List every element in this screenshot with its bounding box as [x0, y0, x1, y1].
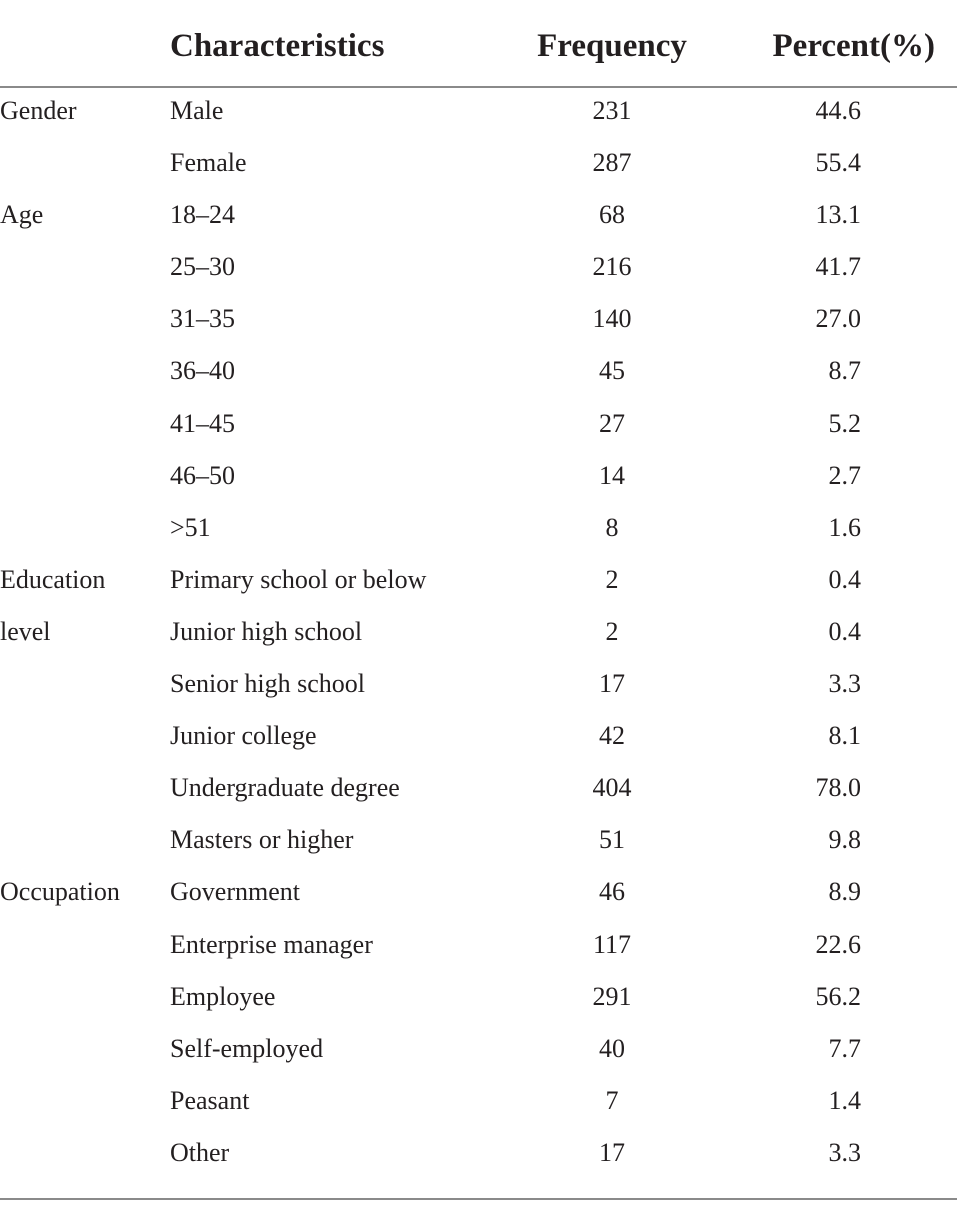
row-characteristic: Senior high school — [170, 669, 365, 699]
table-row — [0, 814, 957, 866]
row-percent: 1.4 — [828, 1085, 861, 1115]
row-frequency: 7 — [605, 1085, 619, 1115]
table-body — [0, 85, 957, 1179]
row-characteristic: 36–40 — [170, 356, 235, 386]
row-characteristic: 25–30 — [170, 252, 235, 282]
table-row — [0, 345, 957, 397]
row-frequency: 8 — [605, 512, 619, 542]
row-characteristic: Undergraduate degree — [170, 773, 400, 803]
row-percent: 27.0 — [815, 304, 861, 334]
table-row — [0, 1023, 957, 1075]
row-frequency: 2 — [605, 564, 619, 594]
row-group-label: Gender — [0, 96, 77, 125]
row-characteristic: >51 — [170, 512, 211, 542]
row-characteristic: Employee — [170, 981, 276, 1011]
row-frequency: 40 — [599, 1033, 625, 1063]
row-frequency: 2 — [605, 616, 619, 646]
row-characteristic: Female — [170, 148, 247, 178]
row-frequency: 51 — [599, 825, 625, 855]
table-row — [0, 241, 957, 293]
row-characteristic: 46–50 — [170, 460, 235, 490]
row-frequency: 291 — [592, 981, 632, 1011]
table-row — [0, 137, 957, 189]
row-frequency: 46 — [599, 877, 625, 907]
row-percent: 22.6 — [815, 929, 861, 959]
table-row — [0, 1075, 957, 1127]
row-percent: 7.7 — [828, 1033, 861, 1063]
row-frequency: 45 — [599, 356, 625, 386]
row-percent: 2.7 — [828, 460, 861, 490]
row-frequency: 17 — [599, 669, 625, 699]
row-frequency: 231 — [592, 96, 632, 125]
header-characteristics: Characteristics — [170, 28, 385, 64]
row-characteristic: Government — [170, 877, 300, 907]
row-group-label: Age — [0, 200, 44, 230]
table-row — [0, 189, 957, 241]
row-frequency: 68 — [599, 200, 625, 230]
row-percent: 1.6 — [828, 512, 861, 542]
table-row — [0, 658, 957, 710]
row-percent: 0.4 — [828, 564, 861, 594]
table-row — [0, 710, 957, 762]
row-characteristic: 18–24 — [170, 200, 235, 230]
row-percent: 41.7 — [815, 252, 861, 282]
table-row — [0, 554, 957, 606]
row-characteristic: Junior college — [170, 721, 317, 751]
row-frequency: 404 — [592, 773, 632, 803]
table-row — [0, 919, 957, 971]
row-characteristic: Other — [170, 1137, 230, 1167]
header-percent: Percent(%) — [772, 28, 935, 64]
row-frequency: 287 — [592, 148, 632, 178]
row-group-label: Occupation — [0, 877, 120, 907]
row-characteristic: Male — [170, 96, 224, 125]
table-row — [0, 606, 957, 658]
row-percent: 78.0 — [815, 773, 861, 803]
table-row — [0, 502, 957, 554]
row-percent: 5.2 — [828, 408, 861, 438]
row-frequency: 17 — [599, 1137, 625, 1167]
table-row — [0, 85, 957, 137]
table-row — [0, 866, 957, 918]
row-characteristic: Peasant — [170, 1085, 250, 1115]
row-percent: 3.3 — [828, 1137, 861, 1167]
row-frequency: 140 — [592, 304, 632, 334]
row-frequency: 14 — [599, 460, 625, 490]
table-row — [0, 762, 957, 814]
table-row — [0, 971, 957, 1023]
row-percent: 8.7 — [828, 356, 861, 386]
table-bottom-divider — [0, 1198, 957, 1200]
row-frequency: 27 — [599, 408, 625, 438]
row-frequency: 216 — [592, 252, 632, 282]
row-percent: 0.4 — [828, 616, 861, 646]
row-percent: 13.1 — [815, 200, 861, 230]
row-frequency: 117 — [592, 929, 632, 959]
row-group-label: level — [0, 616, 51, 646]
row-percent: 55.4 — [815, 148, 861, 178]
row-percent: 8.1 — [828, 721, 861, 751]
row-percent: 3.3 — [828, 669, 861, 699]
header-frequency: Frequency — [537, 28, 687, 64]
row-characteristic: Junior high school — [170, 616, 363, 646]
row-characteristic: 31–35 — [170, 304, 235, 334]
row-characteristic: Self-employed — [170, 1033, 324, 1063]
row-characteristic: 41–45 — [170, 408, 235, 438]
row-percent: 56.2 — [815, 981, 861, 1011]
row-percent: 8.9 — [828, 877, 861, 907]
row-frequency: 42 — [599, 721, 625, 751]
row-characteristic: Enterprise manager — [170, 929, 373, 959]
row-characteristic: Primary school or below — [170, 564, 427, 594]
row-group-label: Education — [0, 564, 106, 594]
table-row — [0, 1127, 957, 1179]
table-row — [0, 293, 957, 345]
table-row — [0, 450, 957, 502]
table-header — [0, 0, 957, 86]
row-characteristic: Masters or higher — [170, 825, 354, 855]
row-percent: 9.8 — [828, 825, 861, 855]
row-percent: 44.6 — [815, 96, 861, 125]
table-row — [0, 398, 957, 450]
